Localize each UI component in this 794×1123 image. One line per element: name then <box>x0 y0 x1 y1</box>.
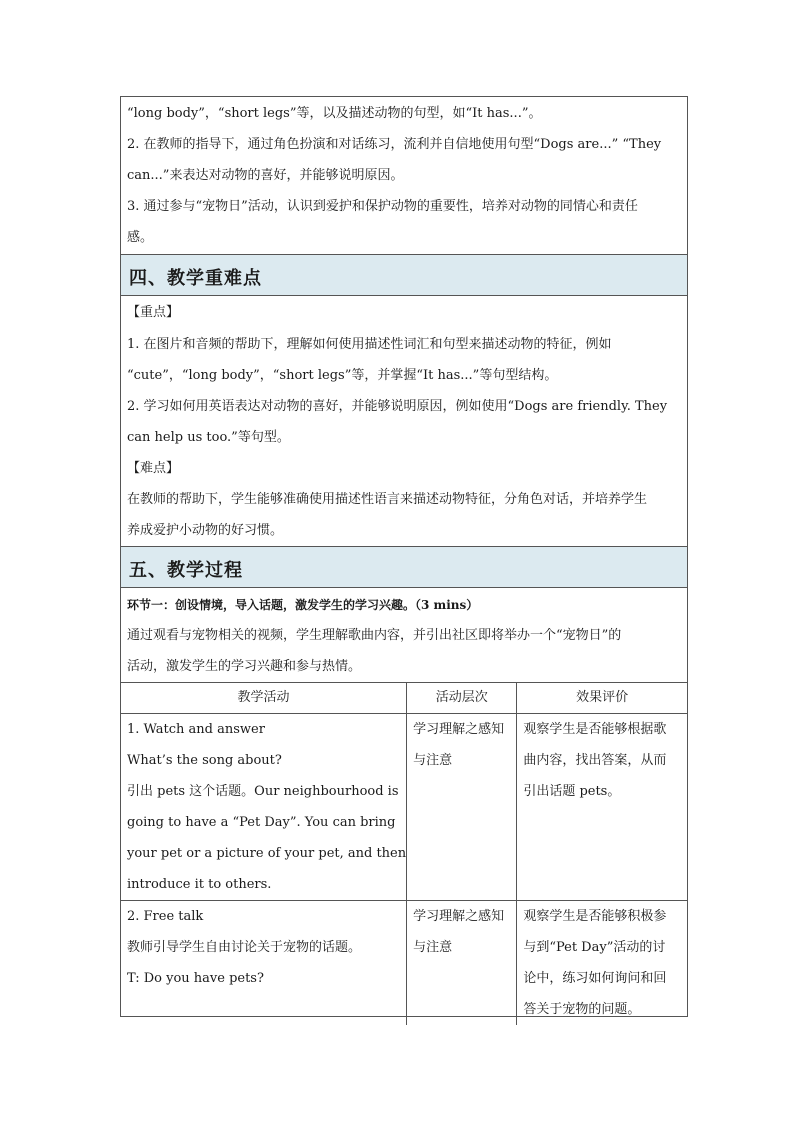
level-cell <box>407 714 517 901</box>
activity-table <box>121 682 687 1025</box>
cell-text: What’s the song about? <box>127 753 282 768</box>
cell-text: 与注意 <box>413 940 453 955</box>
step-description-line: 通过观看与宠物相关的视频，学生理解歌曲内容，并引出社区即将举办一个“宠物日”的 <box>127 628 622 643</box>
cell-text: T: Do you have pets? <box>127 971 264 986</box>
cell-text: 与到“Pet Day”活动的讨 <box>523 940 666 955</box>
cell-text: 引出话题 pets。 <box>523 784 621 799</box>
difficult-point-line: 在教师的帮助下，学生能够准确使用描述性语言来描述动物特征，分角色对话，并培养学生 <box>127 492 648 507</box>
column-header: 活动层次 <box>407 683 517 714</box>
table-header-row <box>121 683 687 714</box>
table-row <box>121 901 687 1026</box>
key-point-line: 1. 在图片和音频的帮助下，理解如何使用描述性词汇和句型来描述动物的特征，例如 <box>127 337 612 352</box>
cell-text: 1. Watch and answer <box>127 722 265 737</box>
section-title: 四、教学重难点 <box>129 268 262 289</box>
objective-line: “long body”，“short legs”等，以及描述动物的句型，如“It has...”。 <box>127 106 542 121</box>
key-point-line: can help us too.”等句型。 <box>127 430 290 445</box>
table-row <box>121 714 687 901</box>
cell-text: 教师引导学生自由讨论关于宠物的话题。 <box>127 940 362 955</box>
document-frame <box>120 96 688 1017</box>
cell-text: 答关于宠物的问题。 <box>523 1002 641 1017</box>
cell-text: 2. Free talk <box>127 909 204 924</box>
cell-text: your pet or a picture of your pet, and then <box>127 846 407 861</box>
cell-text: 引出 pets 这个话题。Our neighbourhood is <box>127 784 399 799</box>
column-header: 效果评价 <box>517 683 687 714</box>
objective-line: 3. 通过参与“宠物日”活动，认识到爱护和保护动物的重要性，培养对动物的同情心和责任 <box>127 199 638 214</box>
cell-text: 与注意 <box>413 753 453 768</box>
cell-text: 学习理解之感知 <box>413 909 505 924</box>
cell-text: 曲内容，找出答案，从而 <box>523 753 667 768</box>
cell-text: introduce it to others. <box>127 877 272 892</box>
cell-text: 观察学生是否能够积极参 <box>523 909 667 924</box>
cell-text: 论中，练习如何询问和回 <box>523 971 667 986</box>
activity-cell <box>121 901 407 1026</box>
level-cell <box>407 901 517 1026</box>
section-title: 五、教学过程 <box>129 560 243 581</box>
objective-line: 感。 <box>127 230 154 245</box>
step-title: 环节一：创设情境，导入话题，激发学生的学习兴趣。（3 mins） <box>127 598 479 612</box>
objective-line: can...”来表达对动物的喜好，并能够说明原因。 <box>127 168 404 183</box>
cell-text: going to have a “Pet Day”. You can bring <box>127 815 396 830</box>
column-header: 教学活动 <box>121 683 407 714</box>
section-heading-process <box>121 546 687 588</box>
key-points-label: 【重点】 <box>127 305 180 320</box>
key-point-line: “cute”，“long body”，“short legs”等，并掌握“It has...”等句型结构。 <box>127 368 558 383</box>
difficult-points-label: 【难点】 <box>127 461 180 476</box>
step-description-line: 活动，激发学生的学习兴趣和参与热情。 <box>127 659 362 674</box>
objective-line: 2. 在教师的指导下，通过角色扮演和对话练习，流利并自信地使用句型“Dogs are...” “They <box>127 137 662 152</box>
cell-text: 观察学生是否能够根据歌 <box>523 722 667 737</box>
evaluation-cell <box>517 901 687 1026</box>
cell-text: 学习理解之感知 <box>413 722 505 737</box>
activity-cell <box>121 714 407 901</box>
evaluation-cell <box>517 714 687 901</box>
difficult-point-line: 养成爱护小动物的好习惯。 <box>127 523 284 538</box>
section-heading-key-points <box>121 254 687 296</box>
key-point-line: 2. 学习如何用英语表达对动物的喜好，并能够说明原因，例如使用“Dogs are friendly. They <box>127 399 668 414</box>
